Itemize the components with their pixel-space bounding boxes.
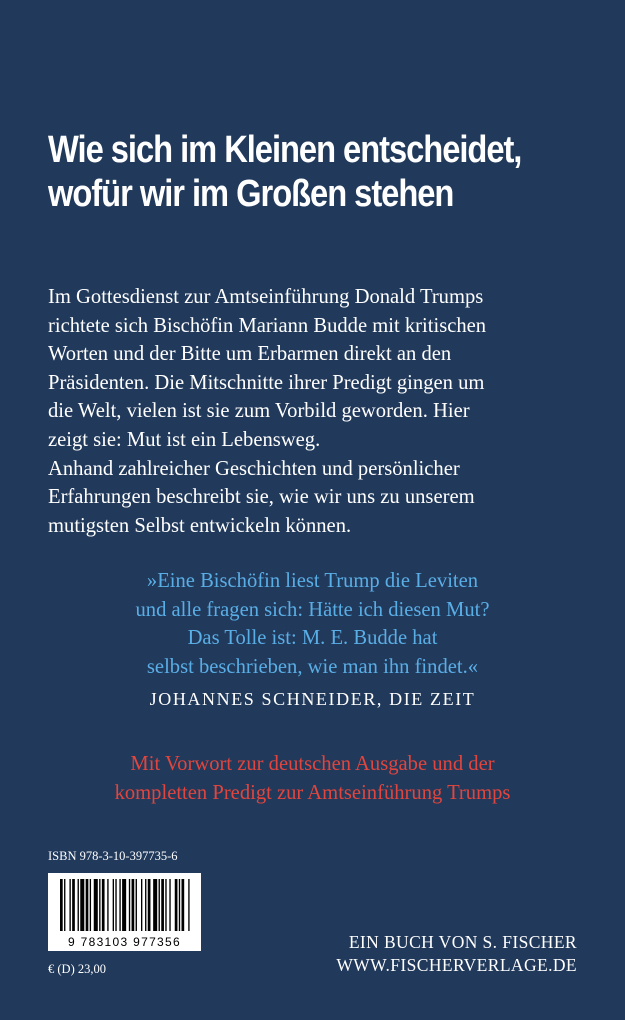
description-line: Im Gottesdienst zur Amtseinführung Donald Trumps: [48, 286, 484, 308]
barcode-bar: [161, 879, 164, 931]
barcode-bars: [48, 873, 201, 935]
barcode-bar: [102, 879, 105, 931]
barcode: [48, 873, 201, 951]
barcode-bar: [119, 879, 120, 931]
price: € (D) 23,00: [48, 962, 106, 976]
quote-line: Das Tolle ist: M. E. Budde hat: [187, 627, 438, 650]
barcode-bar: [78, 879, 79, 931]
barcode-bar: [141, 879, 142, 931]
description-line: richtete sich Bischöfin Mariann Budde mit kritischen: [48, 314, 487, 337]
description-line: Erfahrungen beschreibt sie, wie wir uns zu unserem: [48, 486, 475, 509]
barcode-bar: [145, 879, 146, 931]
barcode-bar: [72, 879, 75, 931]
description-line: Präsidenten. Die Mitschnitte ihrer Predigt gingen um: [48, 371, 485, 394]
barcode-bar: [64, 879, 65, 931]
barcode-bar: [60, 879, 63, 931]
barcode-bar: [129, 879, 130, 931]
barcode-bar: [169, 879, 170, 931]
barcode-bar: [136, 879, 137, 931]
publisher-line: EIN BUCH VON S. FISCHER: [348, 932, 577, 952]
headline: [48, 128, 530, 216]
barcode-bar: [175, 879, 178, 931]
barcode-bar: [132, 879, 135, 931]
description-line: Worten und der Bitte um Erbarmen direkt an den: [48, 343, 452, 366]
description-text: [48, 283, 593, 540]
barcode-bar: [80, 879, 84, 931]
barcode-bar: [115, 879, 116, 931]
barcode-bar: [159, 879, 160, 931]
barcode-bar: [107, 879, 108, 931]
quote-line: »Eine Bischöfin liest Trump die Leviten: [146, 570, 479, 592]
note-line: kompletten Predigt zur Amtseinführung Trumps: [114, 781, 511, 804]
edition-note: [0, 750, 625, 807]
note-line: Mit Vorwort zur deutschen Ausgabe und der: [130, 753, 495, 775]
barcode-bar: [113, 879, 114, 931]
description-line: mutigsten Selbst entwickeln können.: [48, 514, 352, 537]
press-quote: [0, 567, 625, 681]
barcode-bar: [182, 879, 185, 931]
publisher-info: [257, 931, 577, 977]
description-line: zeigt sie: Mut ist ein Lebensweg.: [48, 428, 321, 451]
barcode-bar: [179, 879, 180, 931]
headline-line-2: wofür wir im Großen stehen: [48, 173, 454, 215]
barcode-bar: [153, 879, 157, 931]
isbn-label: ISBN 978-3-10-397735-6: [48, 849, 178, 863]
barcode-bar: [69, 879, 70, 931]
barcode-bar: [94, 879, 98, 931]
barcode-bar: [99, 879, 100, 931]
publisher-url: WWW.FISCHERVERLAGE.DE: [336, 955, 577, 975]
headline-line-1: Wie sich im Kleinen entscheidet,: [48, 129, 522, 171]
description-line: Anhand zahlreicher Geschichten und persönlicher: [48, 457, 460, 480]
barcode-bar: [86, 879, 89, 931]
barcode-bar: [122, 879, 126, 931]
quote-author: JOHANNES SCHNEIDER, DIE ZEIT: [149, 689, 476, 709]
barcode-bar: [90, 879, 91, 931]
barcode-bar: [148, 879, 151, 931]
quote-line: und alle fragen sich: Hätte ich diesen Mut?: [135, 598, 490, 621]
barcode-bar: [165, 879, 166, 931]
barcode-digits: 9 783103 977356: [68, 935, 181, 949]
quote-line: selbst beschrieben, wie man ihn findet.«: [146, 655, 479, 678]
barcode-bar: [188, 879, 189, 931]
description-line: die Welt, vielen ist sie zum Vorbild geworden. Hier: [48, 400, 470, 423]
